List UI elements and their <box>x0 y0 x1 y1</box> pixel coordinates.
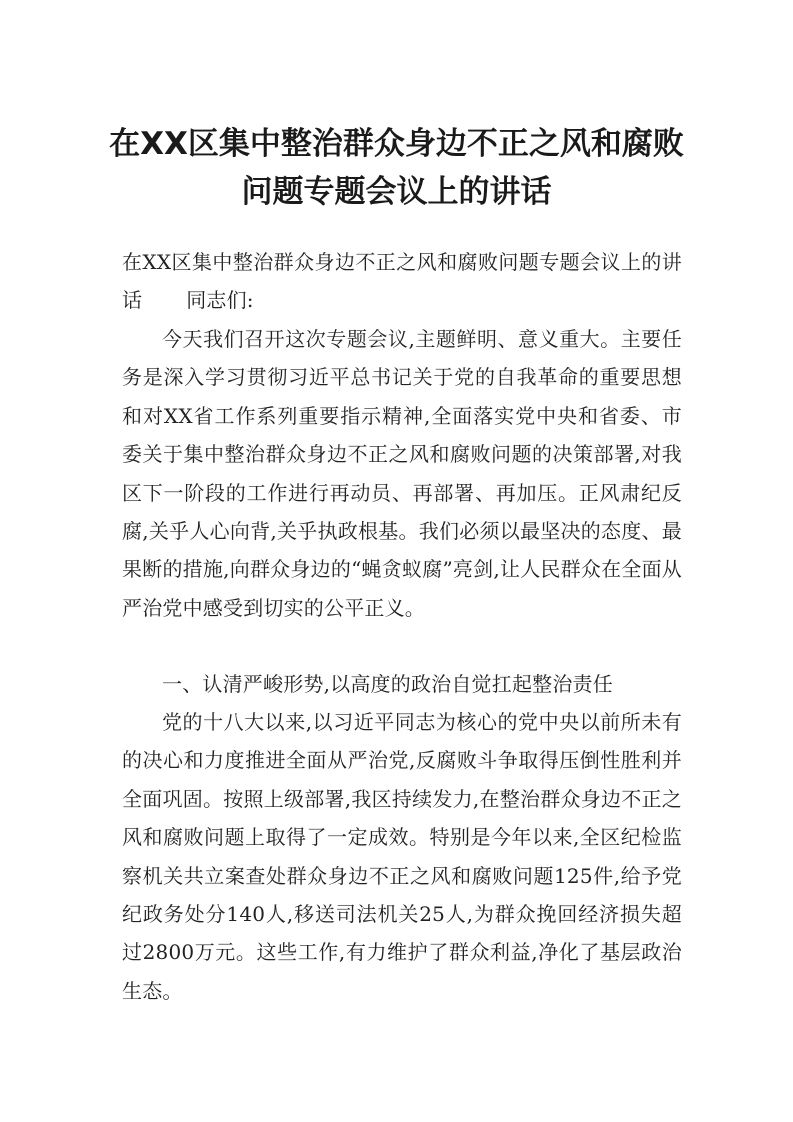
document-title-line-1: 在XX区集中整治群众身边不正之风和腐败 <box>109 126 684 162</box>
paragraph-1: 今天我们召开这次专题会议,主题鲜明、意义重大。主要任务是深入学习贯彻习近平总书记关于党的自我革命的重要思想和对XX省工作系列重要指示精神,全面落实党中央和省委、市委关于集中整治群众身边不正之风和腐败问题的决策部署,对我区下一阶段的工作进行再动员、再部署、再加压。正风肃纪反腐,关乎人心向背,关乎执政根基。我们必须以最坚决的态度、最果断的措施,向群众身边的“蝇贪蚁腐”亮剑,让人民群众在全面从严治党中感受到切实的公平正义。 <box>122 327 682 620</box>
intro-paragraph <box>122 243 682 320</box>
intro-title-text: 在XX区集中整治群众身边不正之风和腐败问题专题会议上的讲话 <box>122 250 682 313</box>
salutation: 同志们: <box>186 288 254 313</box>
document-title-line-2: 问题专题会议上的讲话 <box>241 174 552 210</box>
paragraph-2: 党的十八大以来,以习近平同志为核心的党中央以前所未有的决心和力度推进全面从严治党,反腐败斗争取得压倒性胜利并全面巩固。按照上级部署,我区持续发力,在整治群众身边不正之风和腐败问题上取得了一定成效。特别是今年以来,全区纪检监察机关共立案查处群众身边不正之风和腐败问题125件,给予党纪政务处分140人,移送司法机关25人,为群众挽回经济损失超过2800万元。这些工作,有力维护了群众利益,净化了基层政治生态。 <box>122 710 682 1003</box>
section-heading-1: 一、认清严峻形势,以高度的政治自觉扛起整治责任 <box>162 672 613 696</box>
